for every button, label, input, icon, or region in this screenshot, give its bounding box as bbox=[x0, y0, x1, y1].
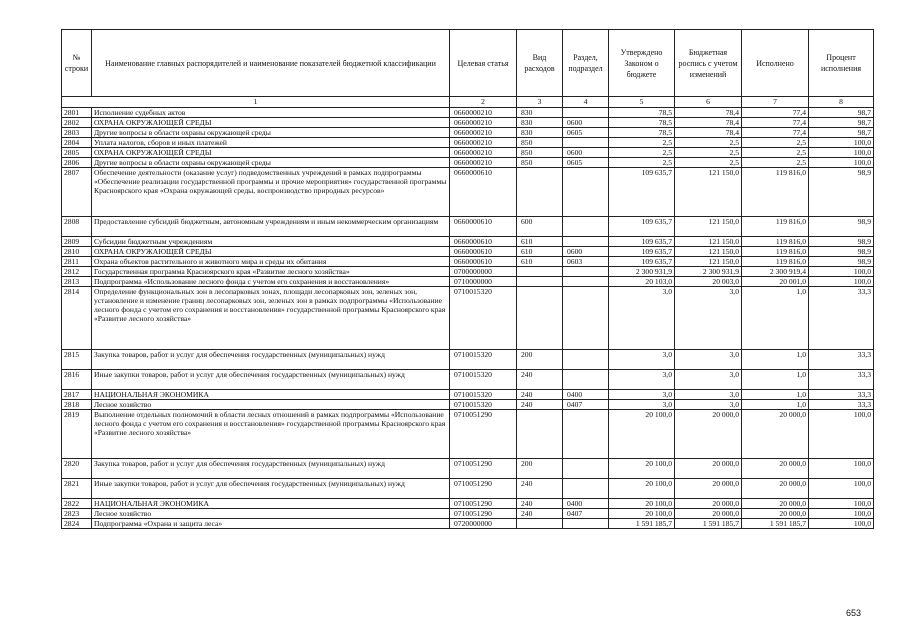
row-name: Уплата налогов, сборов и иных платежей bbox=[92, 138, 450, 148]
row-name: Другие вопросы в области охраны окружающей среды bbox=[92, 158, 450, 168]
approved-amount: 2,5 bbox=[609, 138, 675, 148]
executed-amount: 119 816,0 bbox=[742, 168, 809, 217]
row-name: Лесное хозяйство bbox=[92, 400, 450, 410]
section-code bbox=[563, 287, 609, 350]
table-header-row bbox=[62, 30, 874, 97]
execution-percent: 98,9 bbox=[809, 217, 874, 237]
execution-percent: 100,0 bbox=[809, 148, 874, 158]
section-code: 0407 bbox=[563, 509, 609, 519]
roster-amount: 121 150,0 bbox=[675, 217, 742, 237]
executed-amount: 2,5 bbox=[742, 148, 809, 158]
section-code bbox=[563, 217, 609, 237]
expense-type bbox=[517, 410, 563, 459]
section-code bbox=[563, 519, 609, 529]
expense-type: 610 bbox=[517, 237, 563, 247]
expense-type: 240 bbox=[517, 400, 563, 410]
execution-percent: 98,9 bbox=[809, 257, 874, 267]
column-number: 4 bbox=[563, 97, 609, 108]
expense-type: 240 bbox=[517, 499, 563, 509]
target-article: 0710000000 bbox=[450, 277, 517, 287]
row-number: 2806 bbox=[62, 158, 92, 168]
executed-amount: 2,5 bbox=[742, 138, 809, 148]
table-row bbox=[62, 519, 874, 529]
execution-percent: 33,3 bbox=[809, 400, 874, 410]
header-row-number: № строки bbox=[62, 30, 92, 97]
header-expense-type: Вид расходов bbox=[517, 30, 563, 97]
expense-type: 200 bbox=[517, 459, 563, 479]
table-row bbox=[62, 479, 874, 499]
execution-percent: 98,7 bbox=[809, 118, 874, 128]
section-code bbox=[563, 410, 609, 459]
row-number: 2810 bbox=[62, 247, 92, 257]
header-percent: Процент исполнения bbox=[809, 30, 874, 97]
row-name: Обеспечение деятельности (оказание услуг) подведомственных учреждений в рамках подпрограммы «Обеспечение реализации государственной программы и прочие мероприятия» государственной программы Красноярского края «Охрана окружающей среды, воспроизводство природных ресурсов» bbox=[92, 168, 450, 217]
section-code bbox=[563, 237, 609, 247]
row-number: 2819 bbox=[62, 410, 92, 459]
approved-amount: 20 100,0 bbox=[609, 459, 675, 479]
row-number: 2809 bbox=[62, 237, 92, 247]
executed-amount: 1 591 185,7 bbox=[742, 519, 809, 529]
row-name: НАЦИОНАЛЬНАЯ ЭКОНОМИКА bbox=[92, 499, 450, 509]
expense-type: 830 bbox=[517, 108, 563, 118]
header-target-article: Целевая статья bbox=[450, 30, 517, 97]
approved-amount: 3,0 bbox=[609, 370, 675, 390]
table-row bbox=[62, 390, 874, 400]
table-row bbox=[62, 267, 874, 277]
roster-amount: 2,5 bbox=[675, 148, 742, 158]
roster-amount: 20 000,0 bbox=[675, 410, 742, 459]
roster-amount: 20 003,0 bbox=[675, 277, 742, 287]
execution-percent: 100,0 bbox=[809, 479, 874, 499]
approved-amount: 1 591 185,7 bbox=[609, 519, 675, 529]
executed-amount: 1,0 bbox=[742, 400, 809, 410]
row-number: 2811 bbox=[62, 257, 92, 267]
roster-amount: 2,5 bbox=[675, 138, 742, 148]
execution-percent: 33,3 bbox=[809, 350, 874, 370]
roster-amount: 20 000,0 bbox=[675, 459, 742, 479]
row-number: 2817 bbox=[62, 390, 92, 400]
row-name: Иные закупки товаров, работ и услуг для обеспечения государственных (муниципальных) нужд bbox=[92, 370, 450, 390]
section-code bbox=[563, 370, 609, 390]
column-number-row bbox=[62, 97, 874, 108]
row-number: 2816 bbox=[62, 370, 92, 390]
roster-amount: 121 150,0 bbox=[675, 247, 742, 257]
row-number: 2823 bbox=[62, 509, 92, 519]
section-code: 0605 bbox=[563, 158, 609, 168]
roster-amount: 78,4 bbox=[675, 128, 742, 138]
row-number: 2804 bbox=[62, 138, 92, 148]
section-code: 0603 bbox=[563, 257, 609, 267]
target-article: 0660000210 bbox=[450, 108, 517, 118]
expense-type bbox=[517, 168, 563, 217]
approved-amount: 109 635,7 bbox=[609, 168, 675, 217]
expense-type: 240 bbox=[517, 390, 563, 400]
executed-amount: 20 000,0 bbox=[742, 410, 809, 459]
header-name: Наименование главных распорядителей и наименование показателей бюджетной классификации bbox=[92, 30, 450, 97]
execution-percent: 100,0 bbox=[809, 138, 874, 148]
execution-percent: 98,9 bbox=[809, 237, 874, 247]
row-number: 2807 bbox=[62, 168, 92, 217]
row-number: 2802 bbox=[62, 118, 92, 128]
column-number: 2 bbox=[450, 97, 517, 108]
roster-amount: 3,0 bbox=[675, 400, 742, 410]
section-code bbox=[563, 459, 609, 479]
row-number: 2815 bbox=[62, 350, 92, 370]
row-name: Лесное хозяйство bbox=[92, 509, 450, 519]
roster-amount: 2 300 931,9 bbox=[675, 267, 742, 277]
table-row bbox=[62, 118, 874, 128]
target-article: 0710051290 bbox=[450, 459, 517, 479]
expense-type: 240 bbox=[517, 479, 563, 499]
row-number: 2812 bbox=[62, 267, 92, 277]
execution-percent: 98,7 bbox=[809, 128, 874, 138]
expense-type bbox=[517, 267, 563, 277]
approved-amount: 2 300 931,9 bbox=[609, 267, 675, 277]
row-name: Иные закупки товаров, работ и услуг для обеспечения государственных (муниципальных) нужд bbox=[92, 479, 450, 499]
table-row bbox=[62, 370, 874, 390]
approved-amount: 20 100,0 bbox=[609, 509, 675, 519]
roster-amount: 3,0 bbox=[675, 370, 742, 390]
approved-amount: 20 100,0 bbox=[609, 479, 675, 499]
executed-amount: 2,5 bbox=[742, 158, 809, 168]
row-number: 2801 bbox=[62, 108, 92, 118]
table-row bbox=[62, 158, 874, 168]
approved-amount: 78,5 bbox=[609, 128, 675, 138]
row-name: ОХРАНА ОКРУЖАЮЩЕЙ СРЕДЫ bbox=[92, 118, 450, 128]
execution-percent: 100,0 bbox=[809, 499, 874, 509]
approved-amount: 3,0 bbox=[609, 350, 675, 370]
column-number: 7 bbox=[742, 97, 809, 108]
executed-amount: 20 000,0 bbox=[742, 509, 809, 519]
section-code bbox=[563, 108, 609, 118]
section-code: 0605 bbox=[563, 128, 609, 138]
section-code bbox=[563, 168, 609, 217]
executed-amount: 119 816,0 bbox=[742, 217, 809, 237]
section-code: 0600 bbox=[563, 118, 609, 128]
approved-amount: 3,0 bbox=[609, 390, 675, 400]
row-number: 2813 bbox=[62, 277, 92, 287]
column-number: 1 bbox=[62, 97, 450, 108]
target-article: 0660000210 bbox=[450, 118, 517, 128]
row-name: Определение функциональных зон в лесопарковых зонах, площади лесопарковых зон, зеленых зон, установление и изменение границ лесопарковых зон, зеленых зон в рамках подпрограммы «Использование лесного фонда с учетом его сохранения и восстановления» государственной программы Красноярского края «Развитие лесного хозяйства» bbox=[92, 287, 450, 350]
row-name: ОХРАНА ОКРУЖАЮЩЕЙ СРЕДЫ bbox=[92, 247, 450, 257]
roster-amount: 20 000,0 bbox=[675, 479, 742, 499]
approved-amount: 78,5 bbox=[609, 118, 675, 128]
table-row bbox=[62, 277, 874, 287]
expense-type: 200 bbox=[517, 350, 563, 370]
table-row bbox=[62, 217, 874, 237]
execution-percent: 98,9 bbox=[809, 168, 874, 217]
execution-percent: 100,0 bbox=[809, 509, 874, 519]
row-number: 2805 bbox=[62, 148, 92, 158]
table-row bbox=[62, 499, 874, 509]
approved-amount: 2,5 bbox=[609, 158, 675, 168]
target-article: 0660000210 bbox=[450, 138, 517, 148]
approved-amount: 2,5 bbox=[609, 148, 675, 158]
execution-percent: 100,0 bbox=[809, 158, 874, 168]
row-name: НАЦИОНАЛЬНАЯ ЭКОНОМИКА bbox=[92, 390, 450, 400]
expense-type: 240 bbox=[517, 509, 563, 519]
header-budget-roster: Бюджетная роспись с учетом изменений bbox=[675, 30, 742, 97]
section-code: 0600 bbox=[563, 247, 609, 257]
execution-percent: 100,0 bbox=[809, 277, 874, 287]
target-article: 0660000610 bbox=[450, 217, 517, 237]
roster-amount: 3,0 bbox=[675, 350, 742, 370]
target-article: 0660000210 bbox=[450, 158, 517, 168]
table-row bbox=[62, 168, 874, 217]
roster-amount: 78,4 bbox=[675, 118, 742, 128]
section-code bbox=[563, 479, 609, 499]
executed-amount: 77,4 bbox=[742, 118, 809, 128]
header-approved: Утверждено Законом о бюджете bbox=[609, 30, 675, 97]
executed-amount: 1,0 bbox=[742, 287, 809, 350]
expense-type: 850 bbox=[517, 158, 563, 168]
table-row bbox=[62, 459, 874, 479]
row-name: Выполнение отдельных полномочий в области лесных отношений в рамках подпрограммы «Использование лесного фонда с учетом его сохранения и восстановления» государственной программы Красноярского края «Развитие лесного хозяйства» bbox=[92, 410, 450, 459]
header-executed: Исполнено bbox=[742, 30, 809, 97]
approved-amount: 3,0 bbox=[609, 400, 675, 410]
row-name: Государственная программа Красноярского края «Развитие лесного хозяйства» bbox=[92, 267, 450, 277]
roster-amount: 3,0 bbox=[675, 287, 742, 350]
table-row bbox=[62, 148, 874, 158]
row-name: ОХРАНА ОКРУЖАЮЩЕЙ СРЕДЫ bbox=[92, 148, 450, 158]
executed-amount: 20 000,0 bbox=[742, 459, 809, 479]
expense-type bbox=[517, 287, 563, 350]
row-name: Исполнение судебных актов bbox=[92, 108, 450, 118]
column-number: 3 bbox=[517, 97, 563, 108]
header-section: Раздел, подраздел bbox=[563, 30, 609, 97]
table-row bbox=[62, 350, 874, 370]
target-article: 0700000000 bbox=[450, 267, 517, 277]
column-number: 5 bbox=[609, 97, 675, 108]
execution-percent: 98,7 bbox=[809, 108, 874, 118]
target-article: 0710051290 bbox=[450, 509, 517, 519]
executed-amount: 119 816,0 bbox=[742, 247, 809, 257]
row-number: 2821 bbox=[62, 479, 92, 499]
expense-type: 240 bbox=[517, 370, 563, 390]
target-article: 0660000610 bbox=[450, 237, 517, 247]
budget-table bbox=[61, 29, 874, 529]
approved-amount: 109 635,7 bbox=[609, 237, 675, 247]
execution-percent: 98,9 bbox=[809, 247, 874, 257]
approved-amount: 20 100,0 bbox=[609, 410, 675, 459]
section-code: 0400 bbox=[563, 499, 609, 509]
approved-amount: 20 103,0 bbox=[609, 277, 675, 287]
approved-amount: 109 635,7 bbox=[609, 247, 675, 257]
row-name: Подпрограмма «Использование лесного фонда с учетом его сохранения и восстановления» bbox=[92, 277, 450, 287]
target-article: 0710015320 bbox=[450, 390, 517, 400]
approved-amount: 109 635,7 bbox=[609, 217, 675, 237]
approved-amount: 109 635,7 bbox=[609, 257, 675, 267]
executed-amount: 119 816,0 bbox=[742, 257, 809, 267]
section-code: 0600 bbox=[563, 148, 609, 158]
row-number: 2814 bbox=[62, 287, 92, 350]
expense-type bbox=[517, 277, 563, 287]
target-article: 0710015320 bbox=[450, 350, 517, 370]
section-code bbox=[563, 267, 609, 277]
approved-amount: 20 100,0 bbox=[609, 499, 675, 509]
executed-amount: 1,0 bbox=[742, 350, 809, 370]
row-number: 2822 bbox=[62, 499, 92, 509]
row-name: Охрана объектов растительного и животного мира и среды их обитания bbox=[92, 257, 450, 267]
execution-percent: 100,0 bbox=[809, 410, 874, 459]
roster-amount: 121 150,0 bbox=[675, 237, 742, 247]
row-name: Субсидии бюджетным учреждениям bbox=[92, 237, 450, 247]
table-row bbox=[62, 128, 874, 138]
target-article: 0660000210 bbox=[450, 128, 517, 138]
approved-amount: 78,5 bbox=[609, 108, 675, 118]
execution-percent: 100,0 bbox=[809, 267, 874, 277]
executed-amount: 1,0 bbox=[742, 390, 809, 400]
column-number: 8 bbox=[809, 97, 874, 108]
target-article: 0710051290 bbox=[450, 479, 517, 499]
table-row bbox=[62, 138, 874, 148]
row-name: Подпрограмма «Охрана и защита леса» bbox=[92, 519, 450, 529]
expense-type: 830 bbox=[517, 128, 563, 138]
table-row bbox=[62, 287, 874, 350]
target-article: 0660000610 bbox=[450, 168, 517, 217]
roster-amount: 3,0 bbox=[675, 390, 742, 400]
execution-percent: 33,3 bbox=[809, 390, 874, 400]
table-row bbox=[62, 400, 874, 410]
expense-type: 850 bbox=[517, 148, 563, 158]
roster-amount: 20 000,0 bbox=[675, 509, 742, 519]
roster-amount: 78,4 bbox=[675, 108, 742, 118]
executed-amount: 2 300 919,4 bbox=[742, 267, 809, 277]
table-row bbox=[62, 108, 874, 118]
target-article: 0660000210 bbox=[450, 148, 517, 158]
target-article: 0660000610 bbox=[450, 257, 517, 267]
target-article: 0710051290 bbox=[450, 499, 517, 509]
target-article: 0710015320 bbox=[450, 287, 517, 350]
execution-percent: 33,3 bbox=[809, 370, 874, 390]
expense-type: 610 bbox=[517, 247, 563, 257]
expense-type: 610 bbox=[517, 257, 563, 267]
page-number: 653 bbox=[845, 608, 861, 618]
table-row bbox=[62, 509, 874, 519]
execution-percent: 100,0 bbox=[809, 459, 874, 479]
execution-percent: 33,3 bbox=[809, 287, 874, 350]
table-row bbox=[62, 257, 874, 267]
executed-amount: 20 000,0 bbox=[742, 479, 809, 499]
row-name: Предоставление субсидий бюджетным, автономным учреждениям и иным некоммерческим организациям bbox=[92, 217, 450, 237]
row-name: Другие вопросы в области охраны окружающей среды bbox=[92, 128, 450, 138]
table-row bbox=[62, 237, 874, 247]
executed-amount: 1,0 bbox=[742, 370, 809, 390]
expense-type bbox=[517, 519, 563, 529]
roster-amount: 20 000,0 bbox=[675, 499, 742, 509]
roster-amount: 121 150,0 bbox=[675, 257, 742, 267]
row-number: 2820 bbox=[62, 459, 92, 479]
row-number: 2824 bbox=[62, 519, 92, 529]
column-number: 6 bbox=[675, 97, 742, 108]
target-article: 0710051290 bbox=[450, 410, 517, 459]
row-name: Закупка товаров, работ и услуг для обеспечения государственных (муниципальных) нужд bbox=[92, 459, 450, 479]
executed-amount: 20 001,0 bbox=[742, 277, 809, 287]
target-article: 0710015320 bbox=[450, 400, 517, 410]
execution-percent: 100,0 bbox=[809, 519, 874, 529]
roster-amount: 121 150,0 bbox=[675, 168, 742, 217]
expense-type: 830 bbox=[517, 118, 563, 128]
section-code bbox=[563, 138, 609, 148]
target-article: 0710015320 bbox=[450, 370, 517, 390]
executed-amount: 20 000,0 bbox=[742, 499, 809, 509]
row-name: Закупка товаров, работ и услуг для обеспечения государственных (муниципальных) нужд bbox=[92, 350, 450, 370]
roster-amount: 2,5 bbox=[675, 158, 742, 168]
section-code bbox=[563, 350, 609, 370]
table-row bbox=[62, 247, 874, 257]
section-code bbox=[563, 277, 609, 287]
executed-amount: 77,4 bbox=[742, 128, 809, 138]
expense-type: 850 bbox=[517, 138, 563, 148]
target-article: 0660000610 bbox=[450, 247, 517, 257]
executed-amount: 119 816,0 bbox=[742, 237, 809, 247]
roster-amount: 1 591 185,7 bbox=[675, 519, 742, 529]
executed-amount: 77,4 bbox=[742, 108, 809, 118]
row-number: 2803 bbox=[62, 128, 92, 138]
row-number: 2808 bbox=[62, 217, 92, 237]
target-article: 0720000000 bbox=[450, 519, 517, 529]
section-code: 0407 bbox=[563, 400, 609, 410]
section-code: 0400 bbox=[563, 390, 609, 400]
table-row bbox=[62, 410, 874, 459]
expense-type: 600 bbox=[517, 217, 563, 237]
row-number: 2818 bbox=[62, 400, 92, 410]
approved-amount: 3,0 bbox=[609, 287, 675, 350]
